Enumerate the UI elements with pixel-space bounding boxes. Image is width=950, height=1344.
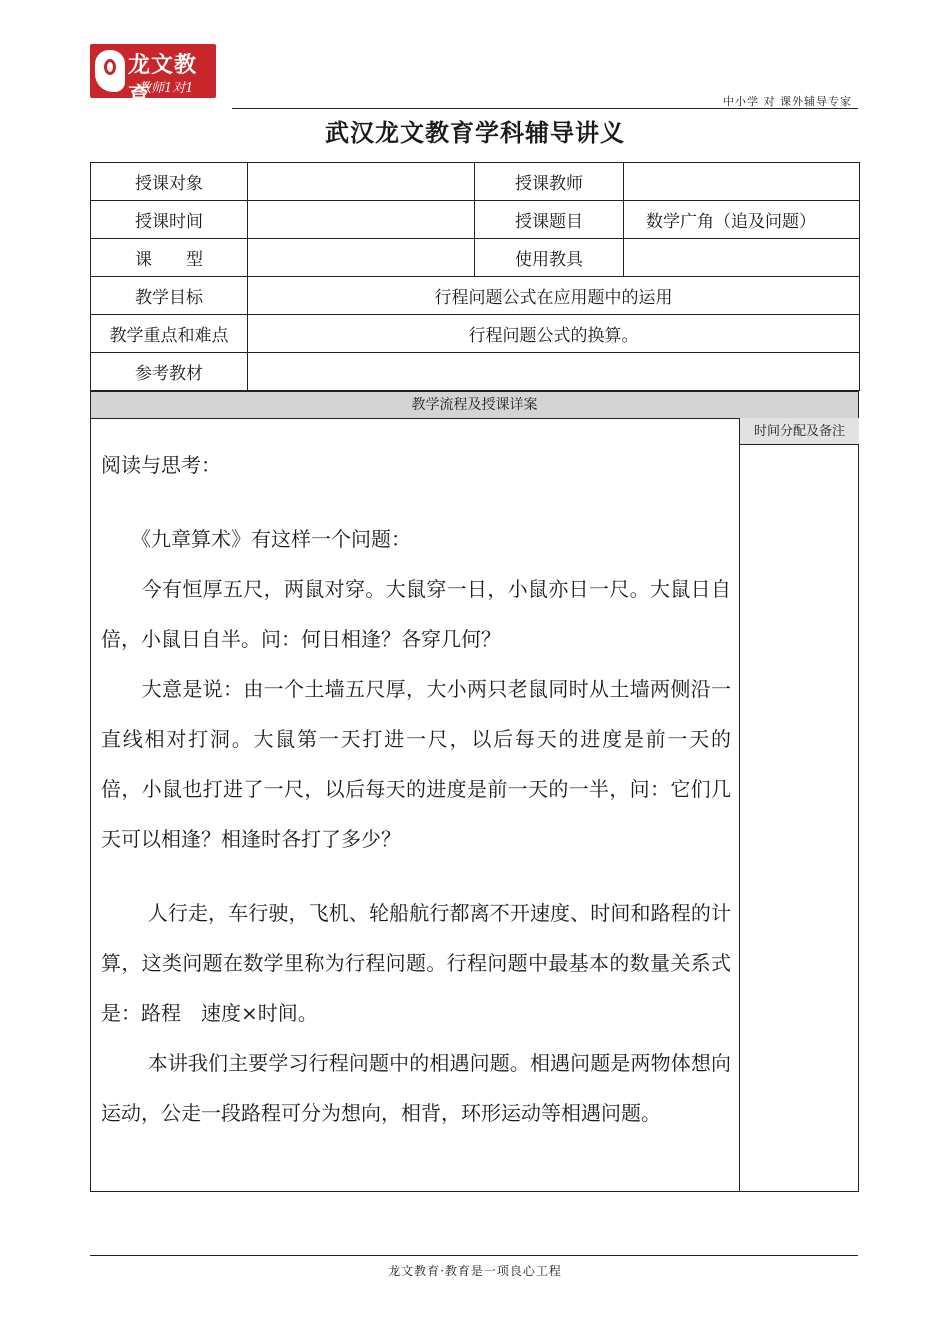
paragraph-meaning: 大意是说：由一个土墙五尺厚，大小两只老鼠同时从土墙两侧沿一直线相对打洞。大鼠第一天打进一尺，以后每天的进度是前一天的 倍，小鼠也打进了一尺，以后每天的进度是前一天的一半，问：它们几天可以相逢？相逢时各打了多少？ xyxy=(101,677,758,851)
table-row xyxy=(91,277,860,315)
goal-value: 行程问题公式在应用题中的运用 xyxy=(248,277,860,315)
story-block xyxy=(101,514,758,864)
lesson-content-box xyxy=(90,418,859,1192)
table-row xyxy=(91,239,860,277)
focus-label: 教学重点和难点 xyxy=(91,315,248,353)
header-tagline: 中小学 对 课外辅导专家 xyxy=(723,95,852,108)
time-label: 授课时间 xyxy=(91,201,248,239)
time-value xyxy=(248,201,475,239)
goal-label: 教学目标 xyxy=(91,277,248,315)
reference-value xyxy=(248,353,860,391)
logo-mark-icon xyxy=(95,50,125,92)
paragraph-meeting: 本讲我们主要学习行程问题中的相遇问题。相遇问题是两物体想向运动，公走一段路程可分为想向，相背，环形运动等相遇问题。 xyxy=(101,1051,731,1125)
notes-column-header: 时间分配及备注 xyxy=(740,418,859,445)
paragraph-problem: 今有恒厚五尺，两鼠对穿。大鼠穿一日，小鼠亦日一尺。大鼠日自倍，小鼠日自半。问：何日相逢？各穿几何？ xyxy=(101,577,731,651)
type-label: 课 型 xyxy=(91,239,248,277)
table-row xyxy=(91,201,860,239)
document-title: 武汉龙文教育学科辅导讲义 xyxy=(325,119,625,147)
footer-divider xyxy=(90,1255,858,1256)
focus-value: 行程问题公式的换算。 xyxy=(248,315,860,353)
explanation-block xyxy=(101,888,731,1138)
table-row xyxy=(91,163,860,201)
subject-label: 授课对象 xyxy=(91,163,248,201)
header-divider xyxy=(232,108,858,109)
topic-label: 授课题目 xyxy=(475,201,624,239)
reading-heading xyxy=(101,440,731,490)
topic-value: 数学广角（追及问题） xyxy=(624,201,860,239)
lesson-info-table xyxy=(90,162,860,391)
tools-label: 使用教具 xyxy=(475,239,624,277)
heading-text: 阅读与思考： xyxy=(101,453,221,477)
teacher-label: 授课教师 xyxy=(475,163,624,201)
table-row xyxy=(91,353,860,391)
teaching-flow-header: 教学流程及授课详案 xyxy=(90,391,859,419)
logo-sub-text: 教师1对1 xyxy=(138,81,194,96)
subject-value xyxy=(248,163,475,201)
teacher-value xyxy=(624,163,860,201)
logo xyxy=(90,44,216,109)
notes-column xyxy=(739,418,859,1191)
type-value xyxy=(248,239,475,277)
paragraph-travel: 人行走，车行驶，飞机、轮船航行都离不开速度、时间和路程的计算，这类问题在数学里称为行程问题。行程问题中最基本的数量关系式是：路程 速度×时间。 xyxy=(101,901,731,1025)
logo-brand-text: 龙文教育 xyxy=(128,53,198,109)
tools-value xyxy=(624,239,860,277)
paragraph-intro: 《九章算术》有这样一个问题： xyxy=(101,527,411,551)
reference-label: 参考教材 xyxy=(91,353,248,391)
footer-text: 龙文教育·教育是一项良心工程 xyxy=(388,1264,562,1278)
table-row xyxy=(91,315,860,353)
